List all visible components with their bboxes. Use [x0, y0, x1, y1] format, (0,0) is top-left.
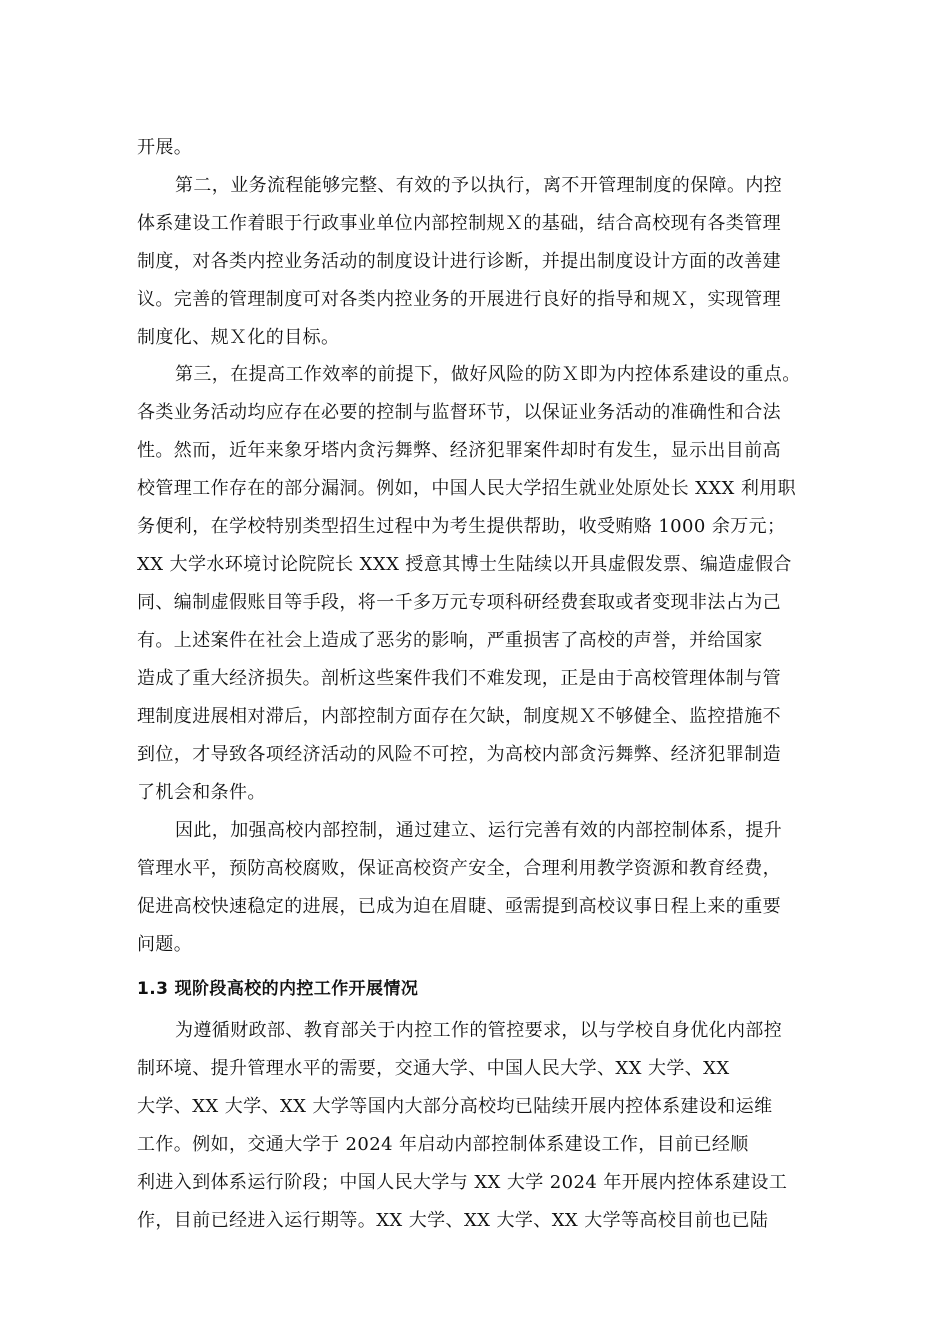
- text-line: 促进高校快速稳定的进展，已成为迫在眉睫、亟需提到高校议事日程上来的重要: [137, 896, 781, 917]
- text-line: 大学、XX 大学、XX 大学等国内大部分高校均已陆续开展内控体系建设和运维: [137, 1096, 773, 1117]
- text-line: 同、编制虚假账目等手段，将一千多万元专项科研经费套取或者变现非法占为己: [137, 592, 781, 613]
- text-line: 到位，才导致各项经济活动的风险不可控，为高校内部贪污舞弊、经济犯罪制造: [137, 744, 781, 765]
- text-line: 理制度进展相对滞后，内部控制方面存在欠缺，制度规Ｘ不够健全、监控措施不: [137, 706, 781, 727]
- text-line: 了机会和条件。: [137, 782, 266, 803]
- text-line: 性。然而，近年来象牙塔内贪污舞弊、经济犯罪案件却时有发生，显示出目前高: [137, 440, 781, 461]
- text-line: 利进入到体系运行阶段；中国人民大学与 XX 大学 2024 年开展内控体系建设工: [137, 1172, 788, 1193]
- text-line: 议。完善的管理制度可对各类内控业务的开展进行良好的指导和规Ｘ，实现管理: [137, 289, 781, 310]
- text-line: 问题。: [137, 934, 193, 955]
- text-line: XX 大学水环境讨论院院长 XXX 授意其博士生陆续以开具虚假发票、编造虚假合: [137, 554, 792, 575]
- text-line: 造成了重大经济损失。剖析这些案件我们不难发现，正是由于高校管理体制与管: [137, 668, 781, 689]
- section-heading: 1.3 现阶段高校的内控工作开展情况: [137, 979, 419, 999]
- paragraph-first-line: 第二，业务流程能够完整、有效的予以执行，离不开管理制度的保障。内控: [175, 175, 783, 196]
- paragraph-first-line: 因此，加强高校内部控制，通过建立、运行完善有效的内部控制体系，提升: [175, 820, 783, 841]
- text-line: 开展。: [137, 137, 193, 158]
- text-line: 工作。例如，交通大学于 2024 年启动内部控制体系建设工作，目前已经顺: [137, 1134, 749, 1155]
- text-line: 体系建设工作着眼于行政事业单位内部控制规Ｘ的基础，结合高校现有各类管理: [137, 213, 781, 234]
- text-line: 各类业务活动均应存在必要的控制与监督环节，以保证业务活动的准确性和合法: [137, 402, 781, 423]
- paragraph-first-line: 为遵循财政部、教育部关于内控工作的管控要求，以与学校自身优化内部控: [175, 1020, 783, 1041]
- text-line: 制环境、提升管理水平的需要，交通大学、中国人民大学、XX 大学、XX: [137, 1058, 730, 1079]
- text-line: 务便利，在学校特别类型招生过程中为考生提供帮助，收受贿赂 1000 余万元；: [137, 516, 786, 537]
- text-line: 有。上述案件在社会上造成了恶劣的影响，严重损害了高校的声誉，并给国家: [137, 630, 763, 651]
- text-line: 作，目前已经进入运行期等。XX 大学、XX 大学、XX 大学等高校目前也已陆: [137, 1210, 769, 1231]
- text-line: 管理水平，预防高校腐败，保证高校资产安全，合理利用教学资源和教育经费，: [137, 858, 781, 879]
- text-line: 制度化、规Ｘ化的目标。: [137, 327, 340, 348]
- paragraph-first-line: 第三，在提高工作效率的前提下，做好风险的防Ｘ即为内控体系建设的重点。: [175, 364, 801, 385]
- text-line: 制度，对各类内控业务活动的制度设计进行诊断，并提出制度设计方面的改善建: [137, 251, 781, 272]
- text-line: 校管理工作存在的部分漏洞。例如，中国人民大学招生就业处原处长 XXX 利用职: [137, 478, 797, 499]
